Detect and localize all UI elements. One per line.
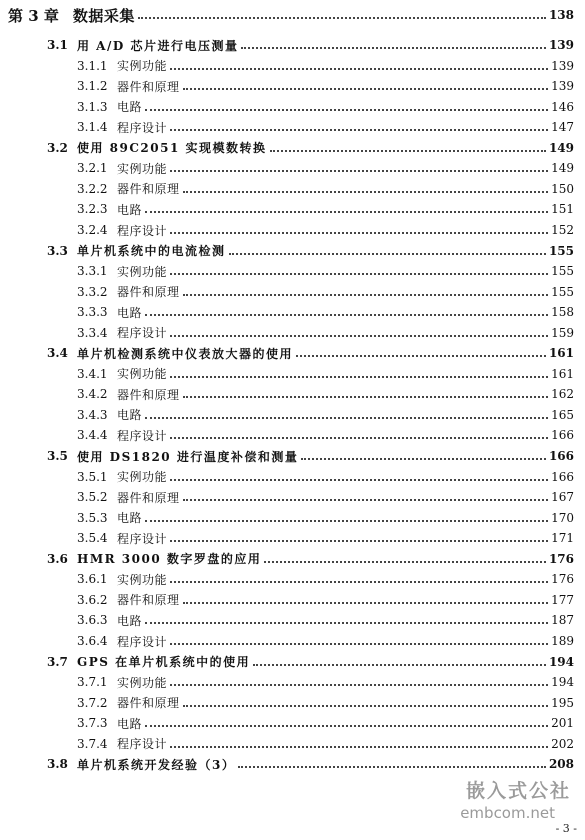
page-number: 171 bbox=[551, 531, 574, 546]
toc-section-row bbox=[0, 754, 574, 774]
toc-subsection-row bbox=[0, 713, 574, 733]
subsection-title: 实例功能 bbox=[117, 675, 168, 690]
dot-leader bbox=[183, 294, 549, 296]
dot-leader bbox=[145, 211, 548, 213]
dot-leader bbox=[229, 253, 546, 255]
toc-subsection-row bbox=[0, 364, 574, 384]
dot-leader bbox=[170, 335, 548, 337]
toc-subsection-row bbox=[0, 672, 574, 692]
section-title: HMR 3000 数字罗盘的应用 bbox=[77, 552, 262, 567]
watermark-logo: 嵌入式公社 bbox=[465, 780, 571, 802]
subsection-number: 3.3.1 bbox=[77, 264, 108, 279]
page-number: 155 bbox=[551, 264, 574, 279]
subsection-number: 3.6.2 bbox=[77, 592, 108, 607]
dot-leader bbox=[170, 376, 548, 378]
subsection-title: 器件和原理 bbox=[117, 593, 180, 608]
toc-subsection-row bbox=[0, 76, 574, 96]
dot-leader bbox=[183, 705, 549, 707]
toc-subsection-row bbox=[0, 734, 574, 754]
page-number: 159 bbox=[551, 325, 574, 340]
dot-leader bbox=[296, 355, 546, 357]
section-title: GPS 在单片机系统中的使用 bbox=[77, 655, 251, 669]
toc-section-row bbox=[0, 343, 574, 363]
toc-subsection-row bbox=[0, 220, 574, 240]
section-number: 3.2 bbox=[47, 140, 68, 155]
subsection-title: 电路 bbox=[117, 613, 143, 628]
subsection-title: 电路 bbox=[117, 202, 143, 217]
toc-subsection-row bbox=[0, 97, 574, 117]
toc-subsection-row bbox=[0, 179, 574, 199]
dot-leader bbox=[170, 746, 548, 748]
subsection-title: 器件和原理 bbox=[117, 696, 180, 711]
subsection-number: 3.1.4 bbox=[77, 120, 108, 135]
page-number: 176 bbox=[548, 551, 574, 566]
page-number: 139 bbox=[551, 79, 574, 94]
subsection-number: 3.2.2 bbox=[77, 181, 108, 196]
page-number: 201 bbox=[551, 716, 574, 731]
dot-leader bbox=[145, 520, 548, 522]
dot-leader bbox=[170, 170, 548, 172]
section-title: 单片机系统开发经验（3） bbox=[77, 757, 236, 772]
subsection-number: 3.5.1 bbox=[77, 469, 108, 484]
subsection-title: 程序设计 bbox=[117, 120, 168, 135]
toc-subsection-row bbox=[0, 590, 574, 610]
dot-leader bbox=[145, 314, 548, 316]
watermark-url: embcom.net bbox=[460, 804, 555, 822]
toc-subsection-row bbox=[0, 693, 574, 713]
subsection-number: 3.6.4 bbox=[77, 634, 108, 648]
section-number: 3.8 bbox=[47, 757, 68, 772]
toc-subsection-row bbox=[0, 508, 574, 528]
page-number: 155 bbox=[548, 243, 574, 258]
chapter-number: 第 3 章 bbox=[8, 6, 59, 25]
toc-section-row bbox=[0, 35, 574, 55]
subsection-title: 实例功能 bbox=[117, 572, 168, 587]
dot-leader bbox=[264, 561, 546, 563]
toc-subsection-row bbox=[0, 528, 574, 548]
page-number: 146 bbox=[551, 99, 574, 114]
section-number: 3.6 bbox=[47, 551, 68, 566]
toc-subsection-row bbox=[0, 158, 574, 178]
subsection-title: 器件和原理 bbox=[117, 285, 180, 300]
toc-subsection-row bbox=[0, 405, 574, 425]
page-number: 166 bbox=[551, 469, 574, 484]
footer-page-number: - 3 - bbox=[555, 822, 577, 835]
dot-leader bbox=[183, 396, 549, 398]
section-number: 3.4 bbox=[47, 346, 68, 361]
subsection-number: 3.2.1 bbox=[77, 161, 108, 176]
dot-leader bbox=[241, 47, 545, 49]
subsection-title: 器件和原理 bbox=[117, 79, 180, 94]
section-number: 3.5 bbox=[47, 449, 68, 463]
subsection-title: 实例功能 bbox=[117, 161, 168, 176]
subsection-title: 电路 bbox=[117, 716, 143, 731]
subsection-title: 实例功能 bbox=[117, 470, 168, 485]
page-number: 194 bbox=[551, 675, 574, 690]
dot-leader bbox=[170, 540, 548, 542]
subsection-title: 实例功能 bbox=[117, 264, 168, 279]
page-number: 177 bbox=[551, 592, 574, 607]
dot-leader bbox=[301, 458, 546, 460]
subsection-number: 3.1.1 bbox=[77, 58, 108, 73]
toc-section-row bbox=[0, 138, 574, 158]
toc-subsection-row bbox=[0, 56, 574, 76]
subsection-title: 器件和原理 bbox=[117, 490, 180, 505]
page-number: 149 bbox=[548, 140, 574, 155]
toc-subsection-row bbox=[0, 282, 574, 302]
subsection-number: 3.7.1 bbox=[77, 675, 108, 690]
toc-section-row bbox=[0, 241, 574, 261]
page-number: 152 bbox=[551, 223, 574, 237]
subsection-number: 3.5.3 bbox=[77, 510, 108, 525]
subsection-number: 3.5.4 bbox=[77, 531, 108, 546]
page-number: 167 bbox=[551, 490, 574, 505]
subsection-number: 3.7.3 bbox=[77, 716, 108, 731]
toc-subsection-row bbox=[0, 569, 574, 589]
dot-leader bbox=[270, 150, 546, 152]
section-number: 3.1 bbox=[47, 38, 68, 52]
subsection-number: 3.2.4 bbox=[77, 223, 108, 237]
toc-subsection-row bbox=[0, 487, 574, 507]
dot-leader bbox=[183, 602, 549, 604]
dot-leader bbox=[170, 643, 548, 645]
subsection-title: 器件和原理 bbox=[117, 387, 180, 402]
toc-section-row bbox=[0, 549, 574, 569]
page-number: 166 bbox=[548, 449, 574, 463]
dot-leader bbox=[170, 232, 548, 234]
page-number: 149 bbox=[551, 161, 574, 176]
subsection-number: 3.2.3 bbox=[77, 202, 108, 217]
subsection-number: 3.4.3 bbox=[77, 407, 108, 422]
page-number: 161 bbox=[551, 366, 574, 381]
dot-leader bbox=[183, 88, 549, 90]
page-number: 166 bbox=[551, 428, 574, 443]
dot-leader bbox=[170, 581, 548, 583]
dot-leader bbox=[145, 109, 548, 111]
toc-subsection-row bbox=[0, 302, 574, 322]
dot-leader bbox=[138, 17, 546, 19]
toc-subsection-row bbox=[0, 384, 574, 404]
dot-leader bbox=[145, 417, 548, 419]
page-number: 189 bbox=[551, 634, 574, 648]
subsection-number: 3.6.1 bbox=[77, 572, 108, 587]
subsection-number: 3.7.2 bbox=[77, 695, 108, 710]
section-title: 单片机检测系统中仪表放大器的使用 bbox=[77, 346, 294, 361]
toc-subsection-row bbox=[0, 199, 574, 219]
toc-subsection-row bbox=[0, 467, 574, 487]
toc-subsection-row bbox=[0, 610, 574, 630]
dot-leader bbox=[183, 499, 549, 501]
subsection-title: 电路 bbox=[117, 511, 143, 526]
page-number: 176 bbox=[551, 572, 574, 587]
section-title: 使用 DS1820 进行温度补偿和测量 bbox=[77, 449, 299, 464]
dot-leader bbox=[238, 766, 546, 768]
dot-leader bbox=[253, 664, 546, 666]
page-number: 139 bbox=[548, 38, 574, 52]
toc-subsection-row bbox=[0, 117, 574, 137]
dot-leader bbox=[170, 68, 548, 70]
chapter-title: 数据采集 bbox=[72, 6, 135, 25]
page-number: 151 bbox=[551, 202, 574, 217]
dot-leader bbox=[183, 191, 549, 193]
subsection-number: 3.4.4 bbox=[77, 428, 108, 443]
dot-leader bbox=[145, 622, 548, 624]
dot-leader bbox=[170, 129, 548, 131]
page-number: 202 bbox=[551, 736, 574, 751]
subsection-title: 电路 bbox=[117, 100, 143, 115]
subsection-number: 3.6.3 bbox=[77, 613, 108, 628]
page-number: 170 bbox=[551, 510, 574, 525]
page-number: 194 bbox=[548, 654, 574, 669]
subsection-title: 程序设计 bbox=[117, 634, 168, 649]
section-title: 使用 89C2051 实现模数转换 bbox=[77, 141, 267, 156]
dot-leader bbox=[170, 437, 548, 439]
page-number: 139 bbox=[551, 58, 574, 73]
page-number: 208 bbox=[548, 757, 574, 772]
subsection-number: 3.1.2 bbox=[77, 79, 108, 94]
toc-section-row bbox=[0, 446, 574, 466]
page-number: 155 bbox=[551, 284, 574, 299]
toc-subsection-row bbox=[0, 425, 574, 445]
subsection-title: 实例功能 bbox=[117, 59, 168, 73]
subsection-title: 程序设计 bbox=[117, 428, 168, 443]
toc-subsection-row bbox=[0, 261, 574, 281]
page-number: 161 bbox=[548, 346, 574, 361]
toc-section-row bbox=[0, 652, 574, 672]
section-title: 单片机系统中的电流检测 bbox=[77, 244, 226, 258]
page-number: 147 bbox=[551, 120, 574, 135]
page-number: 187 bbox=[551, 613, 574, 628]
subsection-number: 3.3.2 bbox=[77, 284, 108, 299]
toc-subsection-row bbox=[0, 631, 574, 651]
page-number: 150 bbox=[551, 181, 574, 196]
page-number: 158 bbox=[551, 305, 574, 320]
toc-subsection-row bbox=[0, 323, 574, 343]
subsection-title: 电路 bbox=[117, 408, 143, 423]
page-number: 162 bbox=[551, 387, 574, 402]
subsection-number: 3.3.4 bbox=[77, 325, 108, 340]
dot-leader bbox=[145, 725, 548, 727]
subsection-title: 程序设计 bbox=[117, 531, 168, 546]
subsection-title: 程序设计 bbox=[117, 326, 168, 341]
subsection-number: 3.1.3 bbox=[77, 99, 108, 114]
page-number: 195 bbox=[551, 695, 574, 710]
chapter-page: 138 bbox=[548, 8, 574, 22]
subsection-title: 程序设计 bbox=[117, 737, 168, 752]
subsection-title: 程序设计 bbox=[117, 223, 168, 238]
dot-leader bbox=[170, 479, 548, 481]
subsection-number: 3.4.1 bbox=[77, 366, 108, 381]
subsection-number: 3.7.4 bbox=[77, 736, 108, 751]
section-number: 3.7 bbox=[47, 654, 68, 669]
dot-leader bbox=[170, 273, 548, 275]
subsection-number: 3.4.2 bbox=[77, 387, 108, 402]
subsection-number: 3.3.3 bbox=[77, 305, 108, 320]
subsection-title: 器件和原理 bbox=[117, 182, 180, 197]
subsection-title: 电路 bbox=[117, 305, 143, 320]
section-number: 3.3 bbox=[47, 243, 68, 258]
subsection-number: 3.5.2 bbox=[77, 490, 108, 505]
subsection-title: 实例功能 bbox=[117, 367, 168, 382]
chapter-heading bbox=[8, 4, 574, 26]
dot-leader bbox=[170, 684, 548, 686]
section-title: 用 A/D 芯片进行电压测量 bbox=[77, 38, 239, 53]
page-number: 165 bbox=[551, 407, 574, 422]
